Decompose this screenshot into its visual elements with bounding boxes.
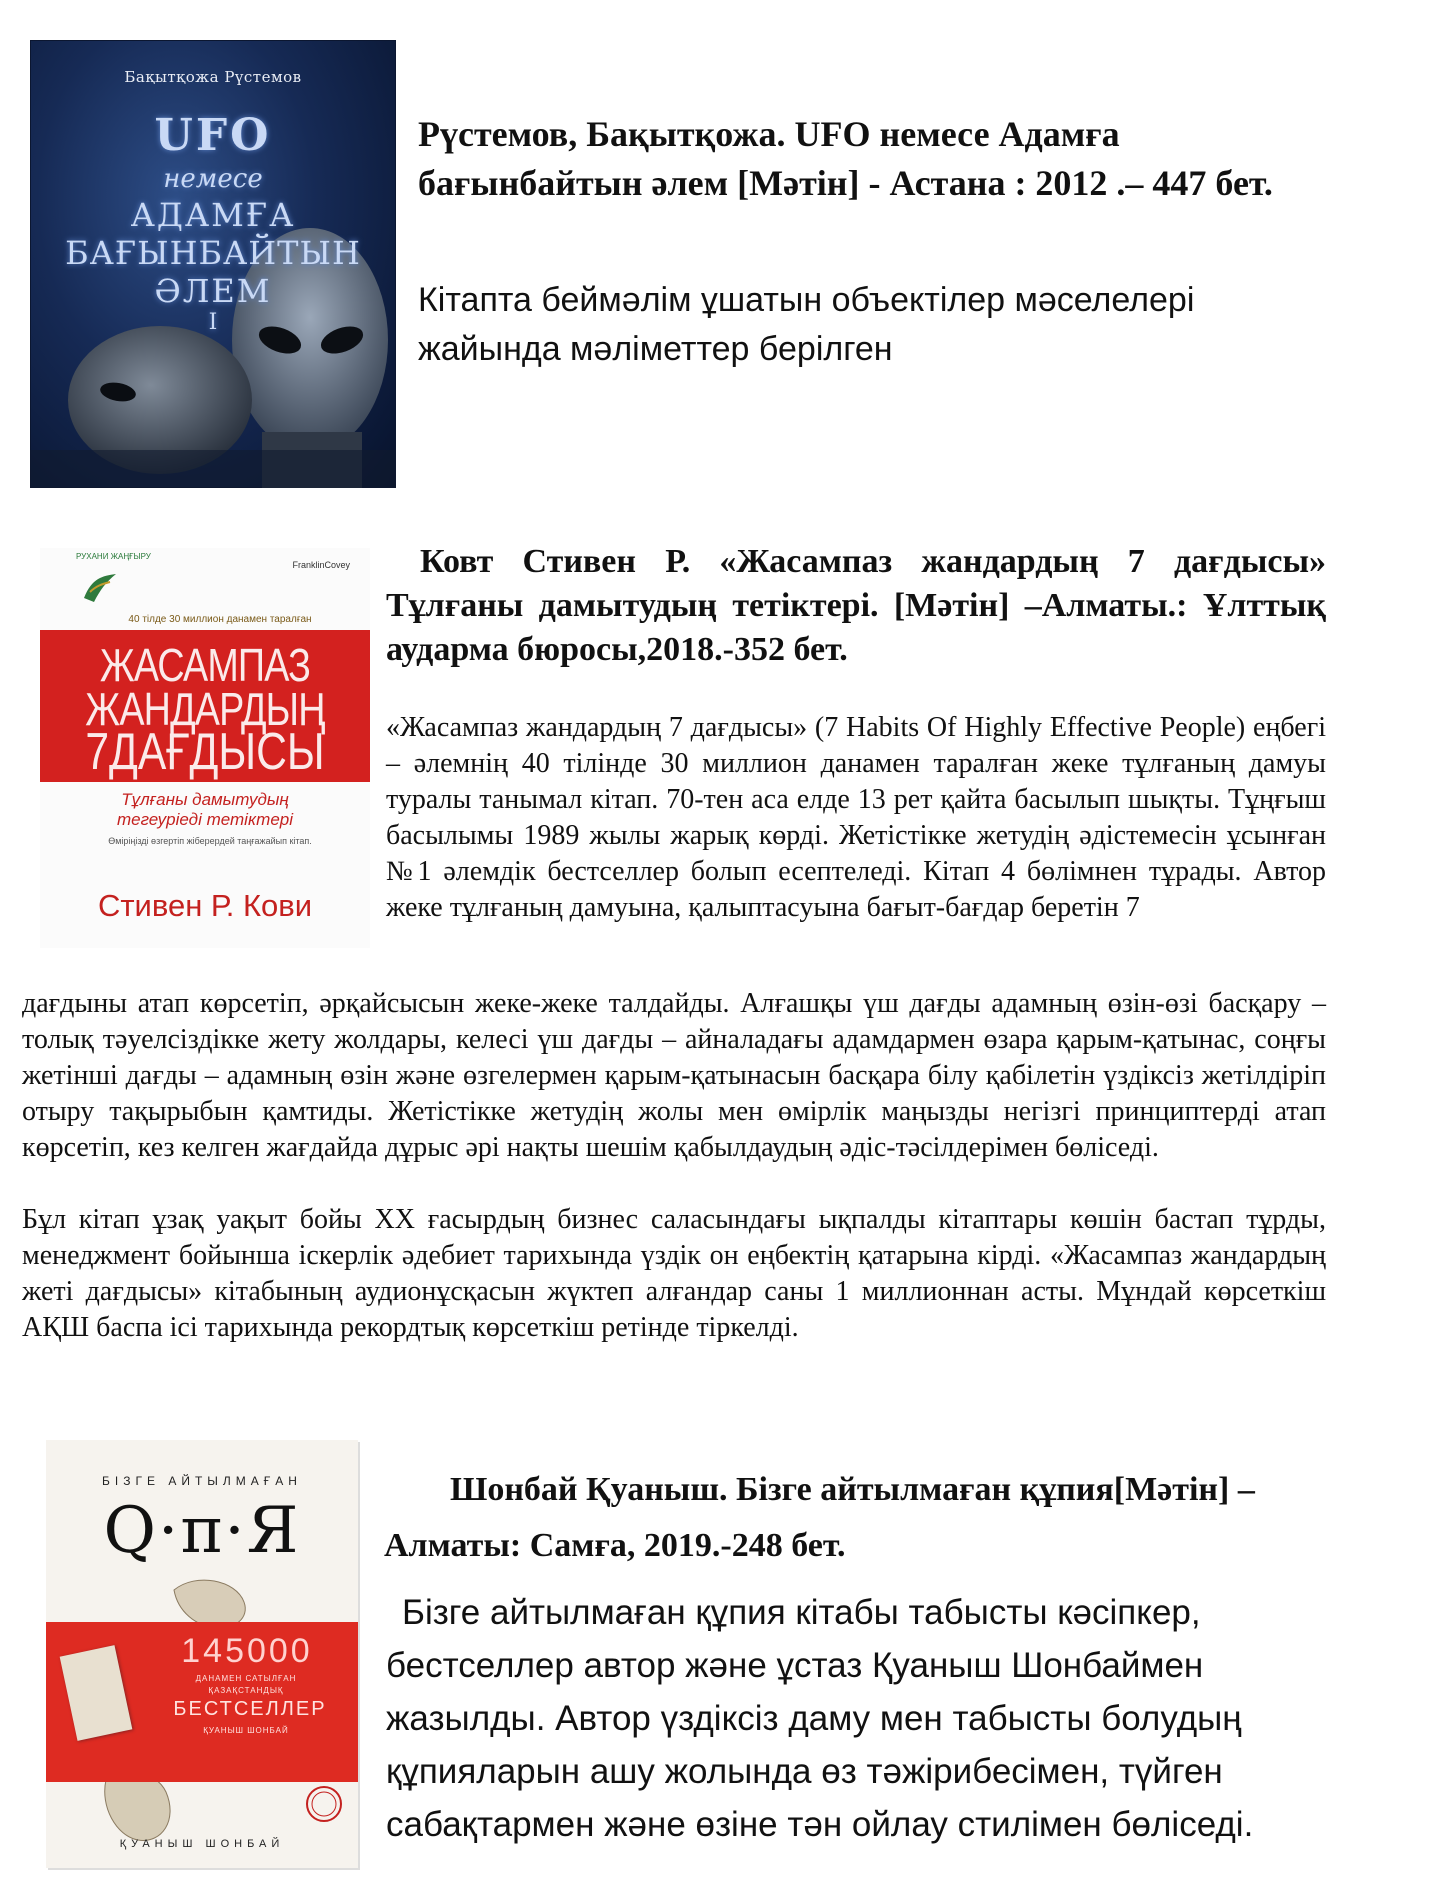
book3-heading: Шонбай Қуаныш. Бізге айтылмаған құпия[Мәтін] –Алматы: Самға, 2019.-248 бет. <box>384 1471 1255 1564</box>
cover-title-line: АДАМҒА <box>130 196 296 234</box>
cover-author: Бақытқожа Рүстемов <box>124 68 302 86</box>
cover-publisher-right: FranklinCovey <box>292 560 350 570</box>
cover-subtitle: Тұлғаны дамытудың <box>121 790 289 809</box>
book1-heading: Рүстемов, Бақытқожа. UFO немесе Адамға бағынбайтын әлем [Мәтін] - Астана : 2012 .– 447 бет. <box>418 114 1273 203</box>
cover-subtitle: тегеуріеді тетіктері <box>116 810 294 829</box>
cover-volume: I <box>208 310 218 335</box>
mini-book-image <box>60 1645 133 1741</box>
cover-small-text: Өміріңізді өзгертіп жіберердей таңғажайып кітап. <box>108 836 312 846</box>
cover-author: ҚУАНЫШ ШОНБАЙ <box>119 1838 285 1850</box>
book2-heading: Ковт Стивен Р. «Жасампаз жандардың 7 дағдысы» Тұлғаны дамытудың тетіктері. [Мәтін] –Алматы.: Ұлттық аударма бюросы,2018.-352 бет. <box>386 543 1326 668</box>
cover-title-line: ӘЛЕМ <box>154 272 272 310</box>
cover-belt-text: ҚАЗАҚСТАНДЫҚ <box>208 1686 284 1695</box>
book2-description-part1: «Жасампаз жандардың 7 дағдысы» (7 Habits Of Highly Effective People) еңбегі – әлемнің 40 тілінде 30 миллион данамен таралған жеке тұлғаның дамуы туралы танымал кітап. 70-тен аса елде 13 рет қайта басылып шықты. Тұңғыш басылымы 1989 жылы жарық көрді. Жетістікке жетудің әдістемесін ұсынған №1 әлемдік бестселлер болып есептеледі. Кітап 4 бөлімнен тұрады. Автор жеке тұлғаның дамуына, қалыптасуына бағыт-бағдар беретін 7 <box>386 712 1326 923</box>
book2-description-part2: дағдыны атап көрсетіп, әрқайсысын жеке-жеке талдайды. Алғашқы үш дағды адамның өзін-өзі басқару – толық тәуелсіздікке жету жолдары, келесі үш дағды – айналадағы адамдармен өзара қарым-қатынас, соңғы жетінші дағды – адамның өзін және өзгелермен қарым-қатынасын басқара білу қабілетін үздіксіз жетілдіріп отыру тақырыбын қамтиды. Жетістікке жетудің жолы мен өмірлік маңызды негізгі принциптерді атап көрсетіп, кез келген жағдайда дұрыс әрі нақты шешім қабылдаудың әдіс-тәсілдерімен бөліседі. <box>22 988 1326 1163</box>
cover-title-line: UFO <box>154 110 272 161</box>
cover-title-line: ЖАСАМПАЗ <box>99 639 311 691</box>
cover-tagline: 40 тілде 30 миллион данамен таралған <box>128 614 312 625</box>
book2-description-part3: Бұл кітап ұзақ уақыт бойы XX ғасырдың бизнес саласындағы ықпалды кітаптары көшін бастап тұрды, менеджмент бойынша іскерлік әдебиет тарихында үздік он еңбектің қатарына кірді. «Жасампаз жандардың жеті дағдысы» кітабының аудионұсқасын жүктеп алғандар саны 1 миллионнан асты. Мұндай көрсеткіш АҚШ баспа ісі тарихында рекордтық көрсеткіш ретінде тіркелді. <box>22 1204 1326 1343</box>
cover-top-text: БІЗГЕ АЙТЫЛМАҒАН <box>102 1474 302 1488</box>
book1-description: Кітапта беймәлім ұшатын объектілер мәселелері жайында мәліметтер берілген <box>418 281 1195 368</box>
book3-cover-image <box>46 1440 358 1868</box>
bird-logo-icon <box>80 568 120 608</box>
stamp-seal-icon <box>304 1784 344 1824</box>
cover-title-line: БАҒЫНБАЙТЫН <box>65 234 361 272</box>
cover-red-belt <box>46 1622 358 1782</box>
cover-sales-number: 145000 <box>181 1632 313 1670</box>
cover-bestseller: БЕСТСЕЛЛЕР <box>173 1698 327 1720</box>
cover-publisher-left: РУХАНИ ЖАҢҒЫРУ <box>76 552 151 561</box>
book1-cover-image <box>30 40 396 488</box>
cover-title-line: немесе <box>163 164 263 194</box>
cover-belt-text: ҚУАНЫШ ШОНБАЙ <box>203 1726 289 1735</box>
cover-author: Стивен Р. Кови <box>97 888 313 923</box>
book2-cover-image <box>40 548 370 948</box>
cover-title: Q·π·Я <box>103 1494 301 1568</box>
cover-red-panel <box>40 630 370 782</box>
cover-belt-text: ДАНАМЕН САТЫЛҒАН <box>195 1674 297 1683</box>
book3-description: Бізге айтылмаған құпия кітабы табысты кәсіпкер, бестселлер автор және ұстаз Қуаныш Шонбаймен жазылды. Автор үздіксіз даму мен табысты болудың құпияларын ашу жолында өз тәжірибесімен, түйген сабақтармен және өзіне тән ойлау стилімен бөліседі. <box>386 1593 1254 1844</box>
cover-title-line: 7ДАҒДЫСЫ <box>85 723 325 781</box>
cover-title-line: ЖАНДАРДЫҢ <box>85 683 325 735</box>
